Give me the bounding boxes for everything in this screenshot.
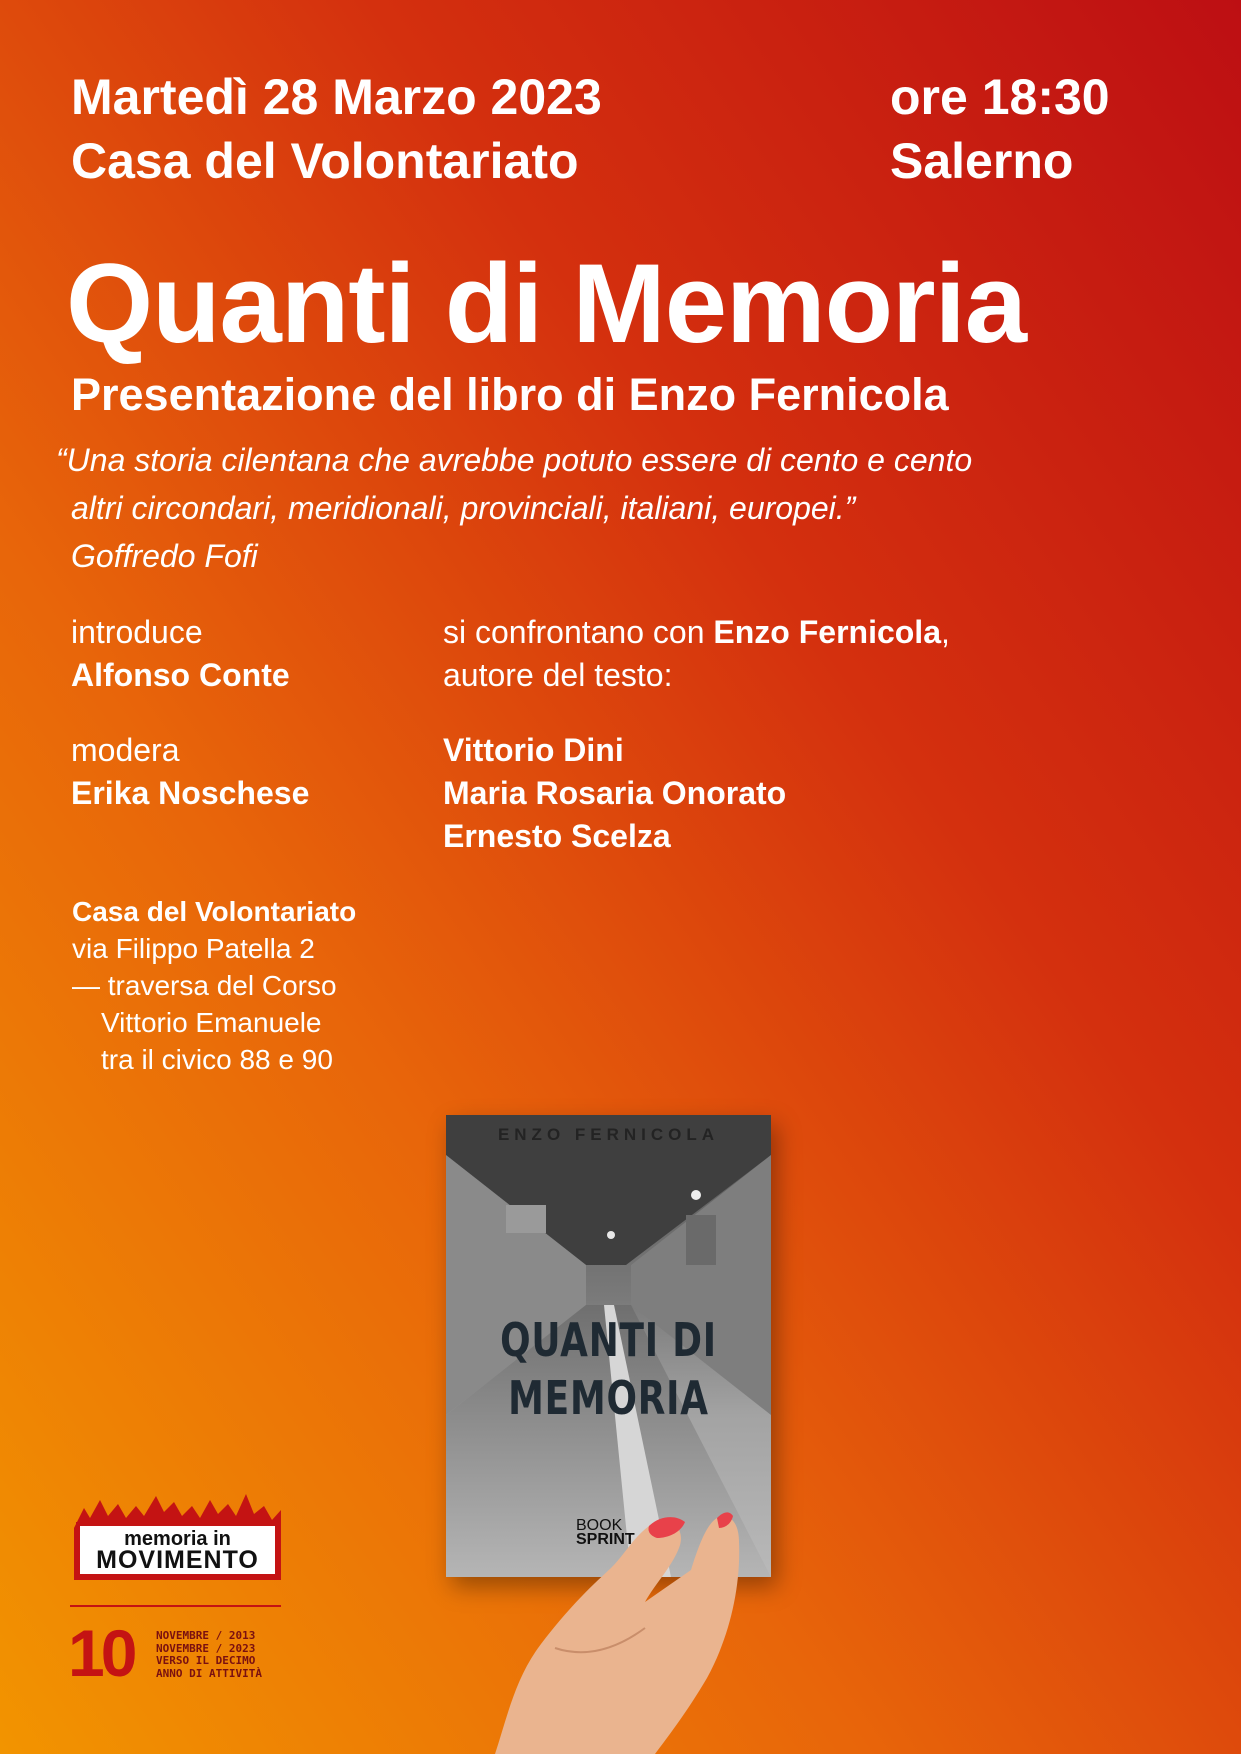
address-line-3: Vittorio Emanuele — [101, 1007, 322, 1038]
modera-label: modera — [71, 732, 180, 768]
anniversary-line: VERSO IL DECIMO — [156, 1654, 256, 1667]
panel-intro-author: Enzo Fernicola — [713, 614, 941, 650]
logo-divider — [70, 1605, 281, 1607]
introduce-name: Alfonso Conte — [71, 657, 290, 693]
logo-line-2: MOVIMENTO — [96, 1546, 259, 1574]
quote-line-2: altri circondari, meridionali, provinciali, italiani, europei.” — [71, 490, 856, 526]
memoria-in-movimento-logo — [70, 1488, 285, 1586]
publisher-line-2: SPRINT — [576, 1531, 635, 1548]
address-block — [72, 893, 356, 1078]
subtitle-author: Enzo Fernicola — [628, 369, 949, 420]
main-title: Quanti di Memoria — [66, 241, 1026, 366]
speakers-list — [443, 729, 786, 858]
book-author: ENZO FERNICOLA — [497, 1125, 720, 1144]
anniversary-line: NOVEMBRE / 2013 — [156, 1629, 256, 1642]
address-line-1: via Filippo Patella 2 — [72, 933, 315, 964]
logo-line-1: memoria in — [124, 1528, 231, 1550]
anniversary-text — [156, 1630, 262, 1680]
speaker: Ernesto Scelza — [443, 818, 671, 854]
anniversary-number: 10 — [68, 1616, 134, 1690]
anniversary-line: ANNO DI ATTIVITÀ — [156, 1666, 262, 1680]
address-line-4: tra il civico 88 e 90 — [101, 1044, 333, 1075]
subtitle — [71, 369, 949, 420]
panel-intro-prefix: si confrontano con — [443, 614, 714, 650]
book-title-line-2: MEMORIA — [508, 1371, 709, 1425]
book-title-line-1: QUANTI DI — [500, 1313, 717, 1367]
address-name: Casa del Volontariato — [72, 896, 357, 927]
speaker: Vittorio Dini — [443, 732, 624, 768]
subtitle-prefix: Presentazione del libro di — [71, 369, 629, 420]
publisher-line-1: BOOK — [576, 1517, 623, 1534]
event-venue: Casa del Volontariato — [71, 133, 579, 189]
address-line-2: — traversa del Corso — [72, 970, 337, 1001]
modera-block — [71, 729, 309, 815]
event-time: ore 18:30 — [890, 69, 1110, 125]
anniversary-line: NOVEMBRE / 2023 — [156, 1641, 256, 1655]
introduce-label: introduce — [71, 614, 203, 650]
quote — [56, 436, 972, 580]
quote-line-1: “Una storia cilentana che avrebbe potuto essere di cento e cento — [56, 442, 973, 478]
speaker: Maria Rosaria Onorato — [443, 775, 787, 811]
introduce-block — [71, 611, 290, 697]
hand-illustration — [455, 1498, 835, 1754]
modera-name: Erika Noschese — [71, 775, 310, 811]
quote-attribution: Goffredo Fofi — [71, 538, 258, 574]
event-city: Salerno — [890, 133, 1074, 189]
panel-intro-line-2: autore del testo: — [443, 657, 673, 693]
panel-intro — [443, 611, 950, 697]
panel-intro-comma: , — [940, 614, 950, 650]
book-title — [482, 1311, 736, 1427]
event-date: Martedì 28 Marzo 2023 — [71, 69, 602, 125]
